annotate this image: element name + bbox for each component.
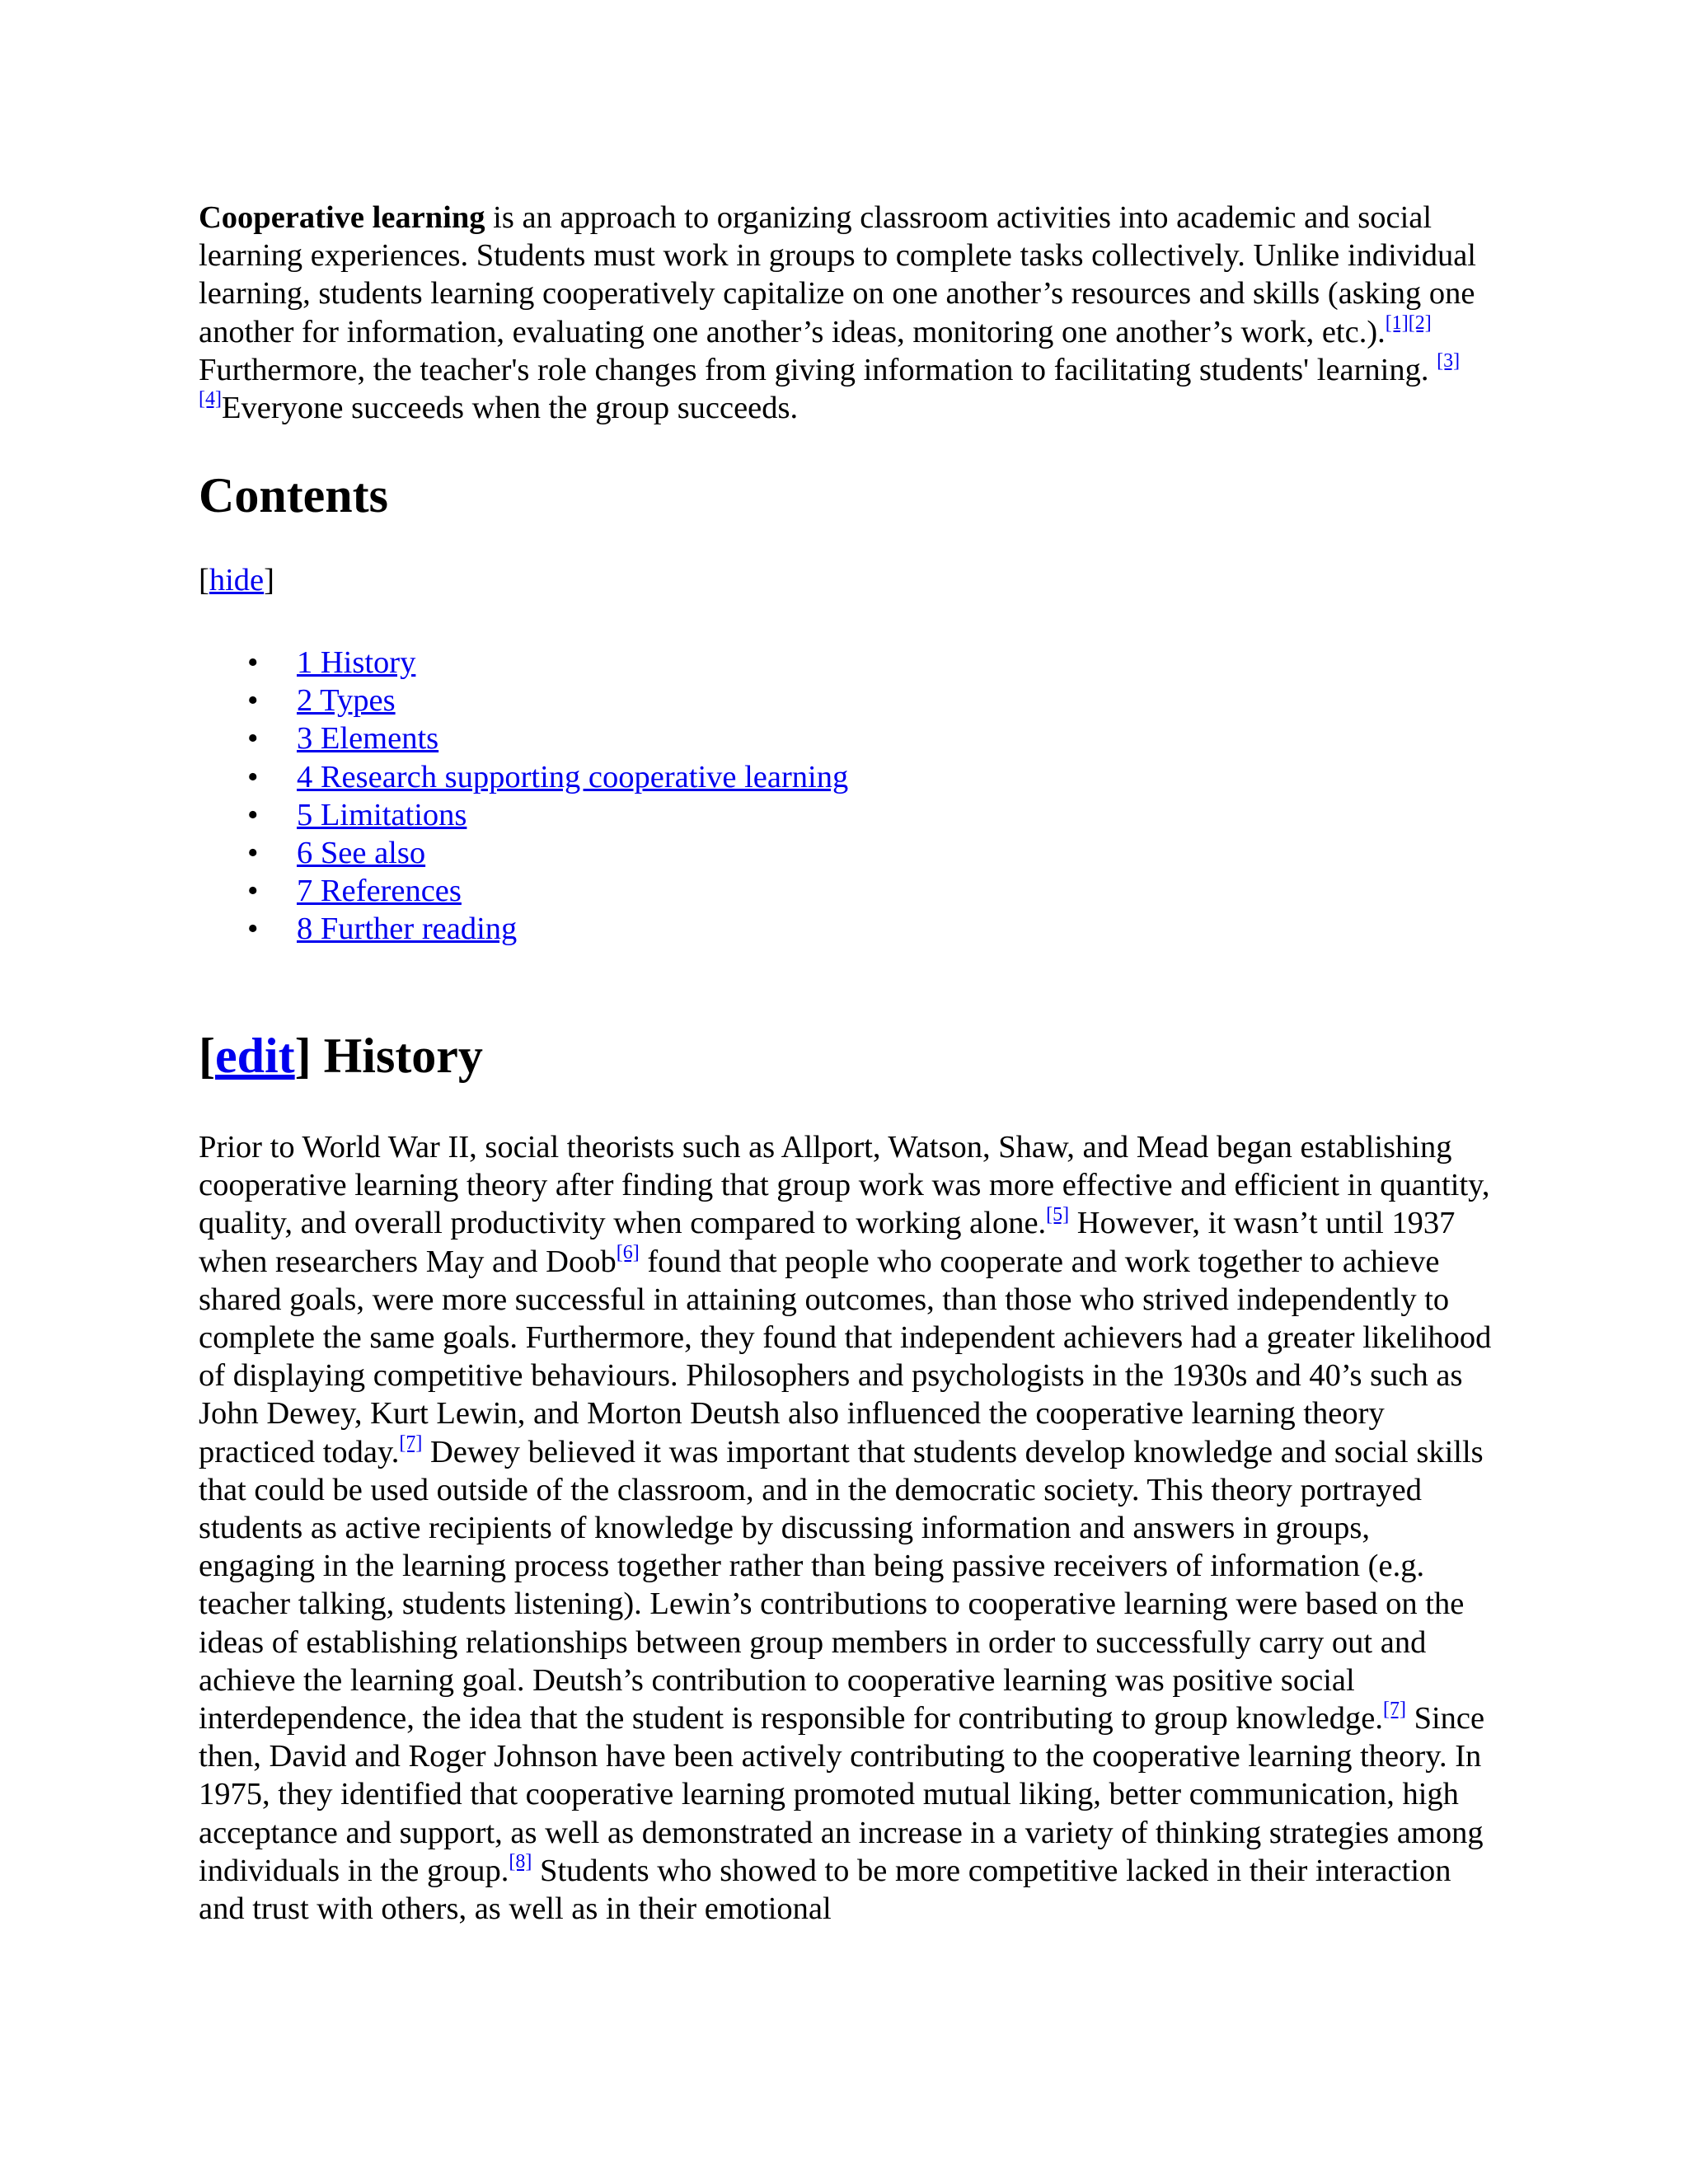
history-text-5: Since then, David and Roger Johnson have been actively contributing to the cooperative learning theory. In 1975, they identified that cooperative learning promoted mutual liking, better communication, high acceptance and support, as well as demonstrated an increase in a variety of thinking strategies among individuals in the group. [199, 1701, 1485, 1888]
toc-link-research[interactable]: 4 Research supporting cooperative learning [297, 759, 849, 794]
toc-item-limitations[interactable] [199, 796, 848, 834]
article-page [199, 199, 1493, 1927]
intro-text-3: Everyone succeeds when the group succeeds. [221, 391, 799, 426]
toc-toggle-close-bracket: ] [264, 563, 274, 598]
history-title: History [311, 1029, 483, 1083]
citation-4-link[interactable]: [4] [199, 388, 222, 410]
history-text-1: Prior to World War II, social theorists such as Allport, Watson, Shaw, and Mead began establishing cooperative learning theory after finding that group work was more effective and efficient in quantity, quality, and overall productivity when compared to working alone. [199, 1130, 1490, 1241]
intro-term: Cooperative learning [199, 200, 485, 235]
toc-link-see-also[interactable]: 6 See also [297, 836, 426, 871]
citation-3-link[interactable]: [3] [1437, 349, 1461, 372]
edit-link[interactable]: edit [214, 1029, 295, 1083]
toc-toggle-open-bracket: [ [199, 563, 209, 598]
bullet-icon: • [247, 759, 259, 794]
citation-2[interactable] [1409, 312, 1432, 334]
toc-item-types[interactable] [199, 682, 848, 719]
citation-7b-link[interactable]: [7] [1382, 1699, 1406, 1721]
citation-5-link[interactable]: [5] [1046, 1203, 1070, 1226]
toc-link-types[interactable]: 2 Types [297, 683, 396, 719]
edit-close-bracket: ] [294, 1029, 312, 1083]
citation-3[interactable] [1437, 350, 1460, 372]
contents-heading: Contents [199, 468, 389, 523]
history-text-3: found that people who cooperate and work together to achieve shared goals, were more successful in attaining outcomes, than those who strived independently to complete the same goals. Furthermore, they found that independent achievers had a greater likelihood of displaying competitive behaviours. Philosophers and psychologists in the 1930s and 40’s such as John Dewey, Kurt Lewin, and Morton Deutsh also influenced the cooperative learning theory practiced today. [199, 1244, 1492, 1469]
citation-8[interactable] [509, 1851, 532, 1872]
intro-text-1: is an approach to organizing classroom activities into academic and social learning experiences. Students must work in groups to complete tasks collectively. Unlike individual learning, students learning cooperatively capitalize on one another’s resources and skills (asking one another for information, evaluating one another’s ideas, monitoring one another’s work, etc.). [199, 200, 1477, 349]
bullet-icon: • [247, 683, 259, 719]
history-text-4: Dewey believed it was important that students develop knowledge and social skills that could be used outside of the classroom, and in the democratic society. This theory portrayed students as active recipients of knowledge by discussing information and answers in groups, engaging in the learning process together rather than being passive receivers of information (e.g. teacher talking, students listening). Lewin’s contributions to cooperative learning were based on the ideas of establishing relationships between group members in order to successfully carry out and achieve the learning goal. Deutsh’s contribution to cooperative learning was positive social interdependence, the idea that the student is responsible for contributing to group knowledge. [199, 1434, 1484, 1736]
citation-2-link[interactable]: [2] [1408, 312, 1432, 334]
edit-open-bracket: [ [199, 1029, 215, 1083]
toc-link-limitations[interactable]: 5 Limitations [297, 797, 467, 832]
citation-1[interactable] [1386, 312, 1409, 334]
citation-4[interactable] [199, 388, 222, 410]
toc-toggle [199, 561, 274, 599]
bullet-icon: • [247, 874, 259, 909]
citation-5[interactable] [1046, 1204, 1069, 1226]
toc-item-history[interactable] [199, 644, 848, 682]
citation-7a-link[interactable]: [7] [399, 1432, 423, 1454]
toc-list [199, 644, 848, 949]
bullet-icon: • [247, 645, 259, 680]
bullet-icon: • [247, 912, 259, 947]
citation-7b[interactable] [1383, 1699, 1406, 1720]
intro-text-2: Furthermore, the teacher's role changes from giving information to facilitating students' learning. [199, 352, 1437, 387]
toc-link-history[interactable]: 1 History [297, 645, 416, 680]
toc-link-further-reading[interactable]: 8 Further reading [297, 912, 518, 947]
citation-7a[interactable] [399, 1432, 422, 1454]
citation-6[interactable] [617, 1242, 640, 1263]
intro-paragraph [199, 199, 1493, 427]
toc-hide-link[interactable]: hide [209, 563, 265, 598]
toc-link-elements[interactable]: 3 Elements [297, 721, 439, 757]
citation-6-link[interactable]: [6] [616, 1241, 640, 1263]
toc-item-further-reading[interactable] [199, 910, 848, 948]
toc-item-research[interactable] [199, 758, 848, 796]
bullet-icon: • [247, 797, 259, 832]
history-text-2: However, it wasn’t until 1937 when researchers May and Doob [199, 1206, 1456, 1279]
history-heading [199, 1027, 483, 1085]
toc-item-elements[interactable] [199, 719, 848, 757]
history-paragraph [199, 1128, 1493, 1928]
history-text-6: Students who showed to be more competitive lacked in their interaction and trust with others, as well as in their emotional [199, 1853, 1451, 1927]
citation-1-link[interactable]: [1] [1385, 312, 1409, 334]
toc-item-see-also[interactable] [199, 834, 848, 872]
bullet-icon: • [247, 721, 259, 757]
toc-link-references[interactable]: 7 References [297, 874, 462, 909]
bullet-icon: • [247, 836, 259, 871]
citation-8-link[interactable]: [8] [509, 1851, 532, 1873]
toc-item-references[interactable] [199, 872, 848, 910]
